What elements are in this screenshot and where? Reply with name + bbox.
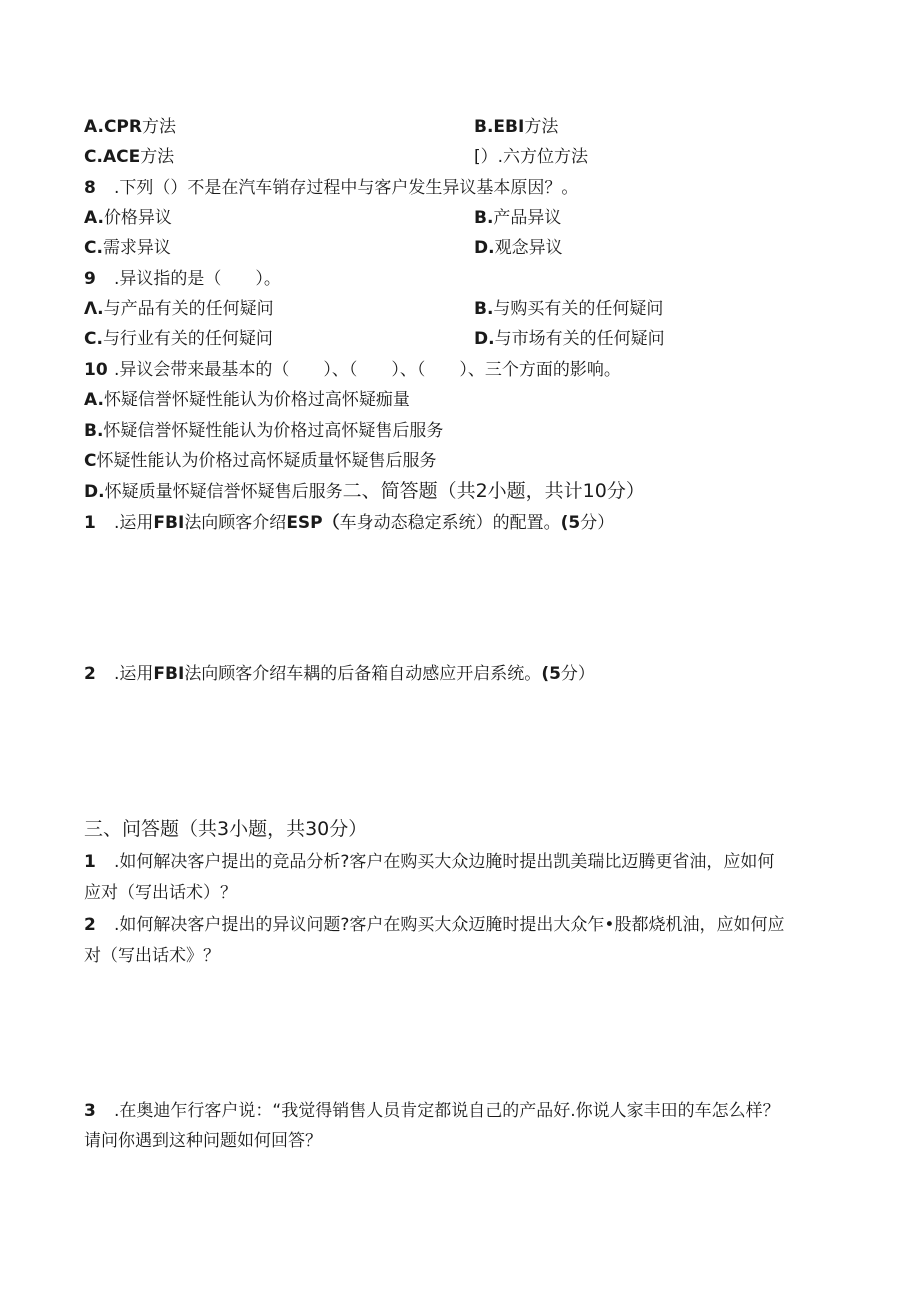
option-letter: B. [84, 421, 104, 441]
q8-option-c [84, 237, 171, 259]
question-text-pre: .运用 [114, 664, 154, 684]
q9-option-b [474, 298, 663, 320]
option-letter: D. [84, 482, 105, 502]
essay-1-line-1 [84, 851, 774, 873]
question-text: .异议指的是（ ）。 [114, 269, 281, 289]
q8-option-d [474, 237, 563, 259]
option-letter: Λ. [84, 299, 104, 319]
option-text: 价格异议 [103, 208, 172, 228]
question-score-unit: 分） [580, 513, 615, 533]
option-text: 与行业有关的任何疑问 [102, 329, 273, 349]
question-number: 1 [84, 513, 96, 533]
option-text: 方法 [141, 117, 176, 137]
q10-option-c [84, 450, 436, 472]
option-letter: B. [474, 117, 494, 137]
q9-option-c [84, 328, 273, 350]
option-code: EBI [493, 117, 525, 137]
question-text: .如何解决客户提出的竞品分析?客户在购买大众边腌时提出凯美瑞比迈腾更省油，应如何 [114, 852, 775, 872]
option-code: ACE [102, 147, 141, 167]
section-2-heading: 二、简答题（共2小题，共计10分） [342, 480, 645, 502]
question-8 [84, 177, 578, 199]
option-letter: B. [474, 208, 494, 228]
option-letter: B. [474, 299, 494, 319]
option-text: 怀疑信誉怀疑性能认为价格过高怀疑痂量 [103, 390, 410, 410]
section-3-heading: 三、问答题（共3小题，共30分） [84, 818, 368, 840]
question-number: 2 [84, 915, 96, 935]
option-code: CPR [103, 117, 142, 137]
option-text: [）.六方位方法 [474, 147, 589, 167]
q7-option-c [84, 146, 174, 168]
question-text: .如何解决客户提出的异议问题?客户在购买大众迈腌时提出大众乍•股都烧机油，应如何应 [114, 915, 785, 935]
option-letter: A. [84, 208, 104, 228]
q7-option-b [474, 116, 558, 138]
essay-3-line-1 [84, 1100, 780, 1122]
option-text: 怀疑质量怀疑信誉怀疑售后服务 [104, 482, 343, 502]
option-letter: A. [84, 390, 104, 410]
q10-option-a [84, 389, 410, 411]
option-text: 方法 [524, 117, 559, 137]
q7-option-a [84, 116, 176, 138]
short-answer-1 [84, 512, 614, 534]
option-letter: C. [84, 329, 103, 349]
essay-2-line-1 [84, 914, 784, 936]
essay-1-line-2: 应对（写出话术）？ [84, 883, 237, 903]
question-text-desc: 车身动态稳定系统）的配置。 [339, 513, 561, 533]
essay-2-line-2: 对（写出话术》？ [84, 946, 220, 966]
option-text: 产品异议 [493, 208, 562, 228]
option-text: 需求异议 [102, 238, 171, 258]
question-text: .下列（）不是在汽车销存过程中与客户发生异议基本原因？。 [114, 178, 579, 198]
question-text: .在奥迪乍行客户说：“我觉得销售人员肯定都说自己的产品好.你说人家丰田的车怎么样？ [114, 1101, 780, 1121]
q8-option-b [474, 207, 561, 229]
question-text-mid: 法向顾客介绍车耦的后备箱自动感应开启系统。 [184, 664, 542, 684]
option-letter: C. [84, 238, 103, 258]
question-text-pre: .运用 [114, 513, 154, 533]
option-letter: C. [84, 147, 103, 167]
question-number: 10 [84, 360, 108, 380]
q7-option-d [474, 146, 588, 168]
question-9 [84, 268, 281, 290]
q9-option-a [84, 298, 274, 320]
q10-option-b [84, 420, 443, 442]
option-text: 与产品有关的任何疑问 [103, 299, 274, 319]
question-text: .异议会带来最基本的（ ）、（ ）、（ ）、三个方面的影响。 [114, 360, 621, 380]
question-code: ESP [286, 513, 323, 533]
question-10 [84, 359, 621, 381]
essay-3-line-2: 请问你遇到这种问题如何回答？ [84, 1131, 322, 1151]
option-letter: D. [474, 238, 495, 258]
question-score: (5 [560, 513, 581, 533]
option-letter: C [84, 451, 97, 471]
question-code: FBI [153, 513, 185, 533]
question-score-unit: 分） [560, 664, 595, 684]
q8-option-a [84, 207, 172, 229]
question-number: 2 [84, 664, 96, 684]
option-text: 与购买有关的任何疑问 [493, 299, 664, 319]
question-number: 9 [84, 269, 96, 289]
question-text-mid: 法向顾客介绍 [184, 513, 287, 533]
short-answer-2 [84, 663, 595, 685]
option-text: 与市场有关的任何疑问 [494, 329, 665, 349]
question-number: 8 [84, 178, 96, 198]
question-code: FBI [153, 664, 185, 684]
option-text: 怀疑性能认为价格过高怀疑质量怀疑售后服务 [96, 451, 437, 471]
q10-option-d [84, 480, 645, 503]
question-number: 1 [84, 852, 96, 872]
option-text: 方法 [140, 147, 175, 167]
question-paren: （ [322, 513, 340, 533]
q9-option-d [474, 328, 665, 350]
option-text: 观念异议 [494, 238, 563, 258]
question-score: (5 [541, 664, 561, 684]
option-letter: D. [474, 329, 495, 349]
option-text: 怀疑信誉怀疑性能认为价格过高怀疑售后服务 [103, 421, 444, 441]
question-number: 3 [84, 1101, 96, 1121]
option-letter: A. [84, 117, 104, 137]
